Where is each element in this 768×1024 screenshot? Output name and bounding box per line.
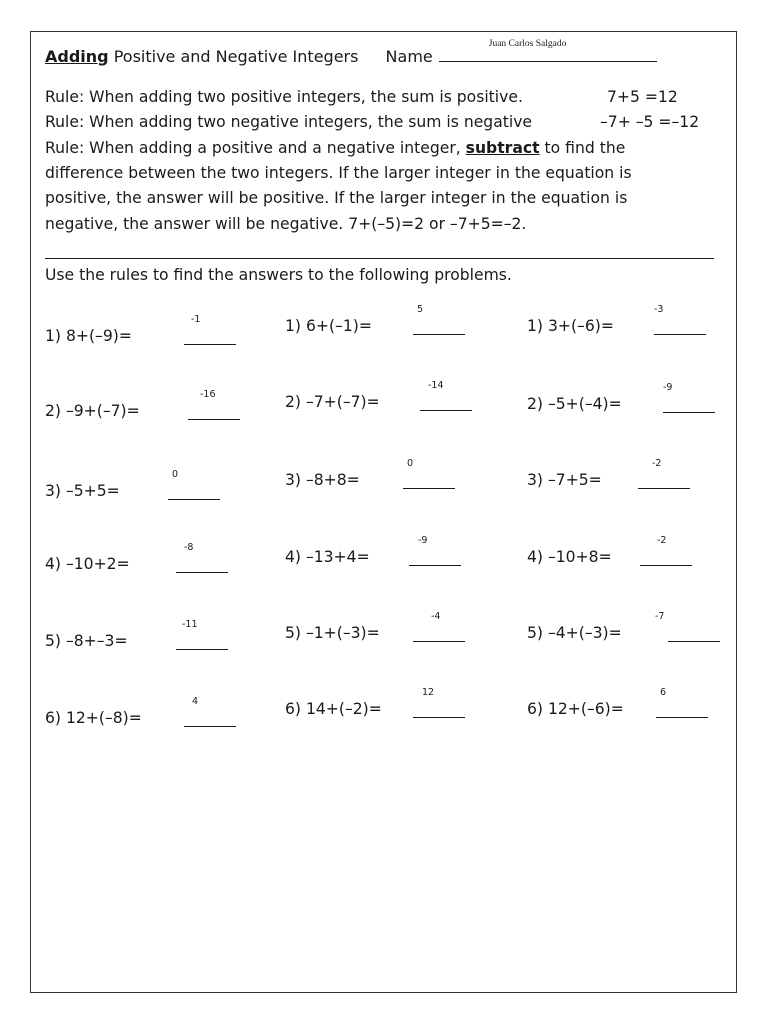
- problem-label: 1) 3+(–6)=: [527, 317, 614, 335]
- problem-1-1: [45, 314, 201, 345]
- problem-label: 4) –13+4=: [285, 548, 370, 566]
- answer-value: 4: [192, 696, 199, 707]
- header: [45, 39, 657, 66]
- problem-2-2: [285, 380, 444, 411]
- problem-3-4: [527, 535, 667, 566]
- answer-value: 6: [660, 687, 667, 698]
- problem-label: 1) 8+(–9)=: [45, 327, 132, 345]
- rule-1: [45, 88, 523, 106]
- answer-blank[interactable]: [420, 396, 472, 411]
- answer-value: -8: [184, 542, 194, 553]
- answer-blank[interactable]: [409, 551, 461, 566]
- answer-value: 5: [417, 304, 424, 315]
- answer-value: 0: [407, 458, 414, 469]
- answer-blank[interactable]: [176, 558, 228, 573]
- title-text: Positive and Negative Integers: [108, 47, 359, 66]
- rule-3-line-4: negative, the answer will be negative. 7+(–5)=2 or –7+5=–2.: [45, 215, 527, 233]
- instructions: Use the rules to find the answers to the following problems.: [45, 266, 512, 284]
- answer-value: -16: [200, 389, 216, 400]
- answer-blank[interactable]: [413, 703, 465, 718]
- problem-label: 1) 6+(–1)=: [285, 317, 372, 335]
- answer-blank[interactable]: [668, 627, 720, 642]
- answer-blank[interactable]: [176, 635, 228, 650]
- problem-label: 2) –7+(–7)=: [285, 393, 380, 411]
- answer-value: 0: [172, 469, 179, 480]
- problem-2-3: [285, 458, 414, 489]
- problem-label: 6) 12+(–6)=: [527, 700, 624, 718]
- rule-1-text: Rule: When adding two positive integers, the sum is positive.: [45, 88, 523, 106]
- answer-value: -2: [652, 458, 662, 469]
- problem-label: 6) 12+(–8)=: [45, 709, 142, 727]
- rule-3-text-b: to find the: [539, 139, 626, 157]
- problem-1-2: [45, 389, 216, 420]
- problem-label: 4) –10+8=: [527, 548, 612, 566]
- problem-label: 2) –9+(–7)=: [45, 402, 140, 420]
- answer-blank[interactable]: [188, 405, 240, 420]
- problem-label: 3) –7+5=: [527, 471, 602, 489]
- answer-blank[interactable]: [168, 485, 220, 500]
- answer-value: -2: [657, 535, 667, 546]
- rule-3-text-a: Rule: When adding a positive and a negative integer,: [45, 139, 466, 157]
- problem-label: 5) –8+–3=: [45, 632, 128, 650]
- answer-value: -9: [418, 535, 428, 546]
- rule-3-line-2: difference between the two integers. If the larger integer in the equation is: [45, 164, 632, 182]
- problem-2-4: [285, 535, 428, 566]
- problem-3-1: [527, 304, 664, 335]
- answer-value: -4: [431, 611, 441, 622]
- rule-2-example: –7+ –5 =–12: [600, 113, 700, 131]
- answer-value: -14: [428, 380, 444, 391]
- problem-label: 4) –10+2=: [45, 555, 130, 573]
- answer-blank[interactable]: [403, 474, 455, 489]
- problem-1-4: [45, 542, 194, 573]
- rule-1-example: 7+5 =12: [607, 88, 678, 106]
- problem-label: 5) –4+(–3)=: [527, 624, 622, 642]
- answer-blank[interactable]: [656, 703, 708, 718]
- problem-label: 3) –8+8=: [285, 471, 360, 489]
- answer-value: 12: [422, 687, 435, 698]
- rule-3-line-3: positive, the answer will be positive. If the larger integer in the equation is: [45, 189, 628, 207]
- problem-3-6: [527, 687, 667, 718]
- problem-1-6: [45, 696, 199, 727]
- problem-label: 2) –5+(–4)=: [527, 395, 622, 413]
- problem-3-5: [527, 611, 665, 642]
- problem-label: 5) –1+(–3)=: [285, 624, 380, 642]
- rule-3-line-1: [45, 139, 625, 157]
- problem-1-5: [45, 619, 198, 650]
- divider: [45, 258, 714, 259]
- answer-blank[interactable]: [413, 627, 465, 642]
- answer-blank[interactable]: [413, 320, 465, 335]
- answer-blank[interactable]: [663, 398, 715, 413]
- answer-blank[interactable]: [184, 330, 236, 345]
- answer-value: -9: [663, 382, 673, 393]
- problem-3-2: [527, 382, 673, 413]
- problem-3-3: [527, 458, 662, 489]
- problem-2-5: [285, 611, 441, 642]
- name-value: Juan Carlos Salgado: [488, 39, 567, 49]
- answer-blank[interactable]: [640, 551, 692, 566]
- title-bold: Adding: [45, 47, 109, 66]
- problem-2-1: [285, 304, 424, 335]
- answer-value: -11: [182, 619, 198, 630]
- problem-2-6: [285, 687, 435, 718]
- problem-1-3: [45, 469, 179, 500]
- answer-blank[interactable]: [654, 320, 706, 335]
- problem-label: 3) –5+5=: [45, 482, 120, 500]
- answer-blank[interactable]: [638, 474, 690, 489]
- problem-label: 6) 14+(–2)=: [285, 700, 382, 718]
- answer-blank[interactable]: [184, 712, 236, 727]
- name-field[interactable]: [439, 39, 657, 62]
- answer-value: -1: [191, 314, 201, 325]
- answer-value: -3: [654, 304, 664, 315]
- rule-2-text: Rule: When adding two negative integers, the sum is negative: [45, 113, 533, 131]
- subtract-word: subtract: [465, 139, 540, 157]
- name-label: Name: [385, 47, 433, 66]
- answer-value: -7: [655, 611, 665, 622]
- rule-2: [45, 113, 532, 131]
